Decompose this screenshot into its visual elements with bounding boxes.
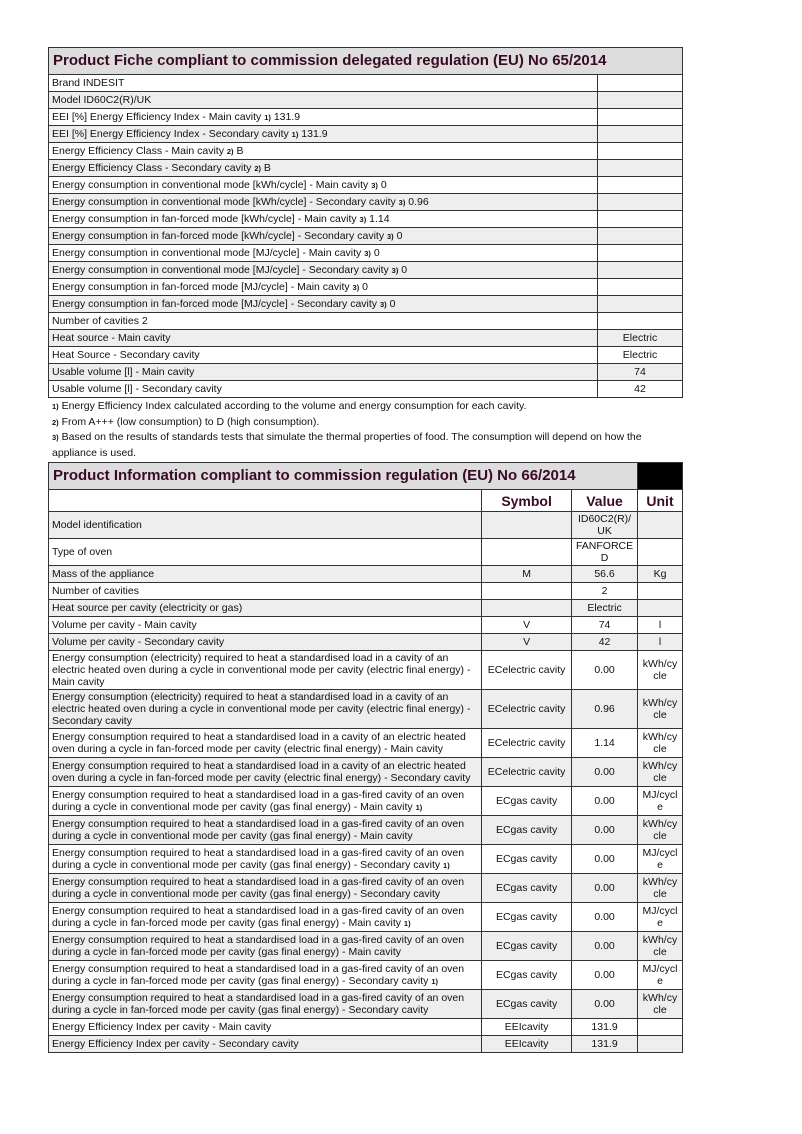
table-row	[49, 75, 683, 92]
header-symbol: Symbol	[482, 490, 572, 512]
row-value: 56.6	[572, 566, 638, 583]
footnote-text: Energy Efficiency Index calculated according to the volume and energy consumption for each cavity.	[58, 400, 527, 412]
table-row	[49, 787, 683, 816]
description-text: Energy consumption in conventional mode [MJ/cycle] - Main cavity	[52, 246, 365, 259]
row-symbol: ECgas cavity	[482, 961, 572, 990]
header-value: Value	[572, 490, 638, 512]
row-value: 0.00	[572, 961, 638, 990]
description-text: Energy consumption required to heat a standardised load in a gas-fired cavity of an oven during a cycle in conventional mode per cavity (gas final energy) - Main cavity	[52, 818, 465, 842]
row-symbol: ECgas cavity	[482, 874, 572, 903]
row-symbol	[482, 600, 572, 617]
footnote-marker: 1)	[403, 918, 411, 928]
table-row	[49, 177, 683, 194]
description-value: 131.9	[270, 110, 301, 123]
row-value	[598, 75, 683, 92]
table-row	[49, 194, 683, 211]
row-description	[49, 347, 598, 364]
row-value: 0.00	[572, 990, 638, 1019]
row-symbol: EEIcavity	[482, 1036, 572, 1053]
table-row	[49, 634, 683, 651]
description-text: Energy consumption in conventional mode [kWh/cycle] - Secondary cavity	[52, 195, 399, 208]
table-row	[49, 903, 683, 932]
row-unit: kWh/cycle	[638, 690, 683, 729]
table-row	[49, 364, 683, 381]
description-text: Number of cavities	[52, 585, 139, 597]
description-text: Energy consumption required to heat a standardised load in a gas-fired cavity of an oven during a cycle in conventional mode per cavity (gas final energy) - Secondary cavity	[52, 876, 465, 900]
table-row	[49, 845, 683, 874]
description-text: EEI [%] Energy Efficiency Index - Main cavity	[52, 110, 265, 123]
row-value	[598, 109, 683, 126]
footnote-marker: 2)	[226, 146, 234, 156]
table-row	[49, 228, 683, 245]
description-value: 0	[377, 178, 387, 191]
row-value: 74	[572, 617, 638, 634]
row-symbol: ECgas cavity	[482, 845, 572, 874]
row-description	[49, 566, 482, 583]
row-value	[598, 211, 683, 228]
table-row	[49, 262, 683, 279]
row-unit	[638, 1036, 683, 1053]
footnote-marker: 1)	[443, 860, 450, 870]
table-row	[49, 330, 683, 347]
row-description	[49, 787, 482, 816]
description-value: 0	[398, 263, 408, 276]
row-value: 2	[572, 583, 638, 600]
description-text: Energy consumption required to heat a standardised load in a gas-fired cavity of an oven during a cycle in fan-forced mode per cavity (gas final energy) - Main cavity	[52, 934, 465, 958]
footnotes	[52, 399, 682, 461]
row-value	[598, 160, 683, 177]
footnote-marker: 1)	[431, 976, 439, 986]
table-row	[49, 313, 683, 330]
row-unit: kWh/cycle	[638, 874, 683, 903]
description-text: Usable volume [l] - Secondary cavity	[52, 383, 222, 395]
row-unit: MJ/cycle	[638, 787, 683, 816]
row-unit: kWh/cycle	[638, 816, 683, 845]
description-text: Energy consumption required to heat a standardised load in a cavity of an electric heated oven during a cycle in fan-forced mode per cavity (electric final energy) - Main cavity	[52, 731, 466, 755]
row-description	[49, 583, 482, 600]
table-row	[49, 758, 683, 787]
description-text: Energy consumption in fan-forced mode [kWh/cycle] - Main cavity	[52, 212, 360, 225]
table-row	[49, 211, 683, 228]
info-title: Product Information compliant to commission regulation (EU) No 66/2014	[49, 463, 638, 490]
row-value: Electric	[572, 600, 638, 617]
row-description	[49, 75, 598, 92]
row-symbol: ECgas cavity	[482, 816, 572, 845]
row-value: 0.00	[572, 845, 638, 874]
description-text: Energy consumption in fan-forced mode [MJ/cycle] - Secondary cavity	[52, 297, 380, 310]
description-text: Energy consumption required to heat a standardised load in a gas-fired cavity of an oven during a cycle in fan-forced mode per cavity (gas final energy) - Main cavity	[52, 904, 465, 929]
table-row	[49, 245, 683, 262]
row-description	[49, 126, 598, 143]
row-value: 0.00	[572, 932, 638, 961]
description-value: 0	[386, 297, 396, 310]
row-symbol: V	[482, 617, 572, 634]
row-unit: kWh/cycle	[638, 932, 683, 961]
table-row	[49, 617, 683, 634]
description-text: Energy consumption required to heat a standardised load in a gas-fired cavity of an oven during a cycle in fan-forced mode per cavity (gas final energy) - Secondary cavity	[52, 962, 465, 987]
row-value: 0.00	[572, 787, 638, 816]
row-symbol: ECelectric cavity	[482, 690, 572, 729]
description-text: Heat Source - Secondary cavity	[52, 349, 200, 361]
description-text: Energy consumption required to heat a standardised load in a gas-fired cavity of an oven during a cycle in conventional mode per cavity (gas final energy) - Main cavity	[52, 788, 465, 813]
row-description	[49, 690, 482, 729]
row-symbol	[482, 583, 572, 600]
header-black-cell	[638, 463, 683, 490]
row-description	[49, 279, 598, 296]
row-description	[49, 160, 598, 177]
row-symbol: ECgas cavity	[482, 990, 572, 1019]
description-value: 0	[370, 246, 380, 259]
description-text: Volume per cavity - Secondary cavity	[52, 636, 225, 648]
description-value: B	[233, 144, 244, 157]
row-unit: l	[638, 617, 683, 634]
footnote	[52, 430, 682, 461]
table-row	[49, 583, 683, 600]
description-text: Energy Efficiency Class - Secondary cavity	[52, 161, 255, 174]
footnote-marker: 3)	[352, 282, 360, 292]
row-unit: MJ/cycle	[638, 845, 683, 874]
row-value: FANFORCED	[572, 539, 638, 566]
description-text: Energy consumption required to heat a standardised load in a gas-fired cavity of an oven during a cycle in fan-forced mode per cavity (gas final energy) - Secondary cavity	[52, 992, 465, 1016]
row-description	[49, 816, 482, 845]
description-value: 1.14	[366, 212, 390, 225]
description-text: Usable volume [l] - Main cavity	[52, 366, 195, 378]
row-value: 1.14	[572, 729, 638, 758]
row-symbol: EEIcavity	[482, 1019, 572, 1036]
footnote	[52, 399, 682, 415]
row-value	[598, 143, 683, 160]
description-text: Energy consumption in conventional mode [MJ/cycle] - Secondary cavity	[52, 263, 392, 276]
description-value: 0.96	[405, 195, 429, 208]
row-symbol: ECelectric cavity	[482, 729, 572, 758]
description-text: EEI [%] Energy Efficiency Index - Secondary cavity	[52, 127, 292, 140]
description-text: Energy Efficiency Class - Main cavity	[52, 144, 227, 157]
row-symbol: V	[482, 634, 572, 651]
row-description	[49, 194, 598, 211]
table-row	[49, 126, 683, 143]
row-description	[49, 109, 598, 126]
description-value: 0	[393, 229, 403, 242]
row-description	[49, 262, 598, 279]
table-row	[49, 690, 683, 729]
footnote-mark: 2)	[52, 417, 59, 427]
row-description	[49, 961, 482, 990]
description-text: Energy consumption required to heat a standardised load in a gas-fired cavity of an oven during a cycle in conventional mode per cavity (gas final energy) - Secondary cavity	[52, 846, 465, 871]
row-description	[49, 364, 598, 381]
table-row	[49, 816, 683, 845]
footnote-mark: 1)	[52, 402, 59, 411]
row-value: 0.00	[572, 874, 638, 903]
row-description	[49, 651, 482, 690]
row-value	[598, 228, 683, 245]
description-text: Heat source - Main cavity	[52, 332, 171, 344]
row-description	[49, 92, 598, 109]
row-description	[49, 228, 598, 245]
description-text: Number of cavities 2	[52, 315, 148, 327]
header-empty	[49, 490, 482, 512]
table-row	[49, 600, 683, 617]
row-unit	[638, 512, 683, 539]
footnote-marker: 1)	[264, 112, 271, 122]
description-text: Mass of the appliance	[52, 568, 155, 580]
row-description	[49, 512, 482, 539]
table-row	[49, 651, 683, 690]
row-description	[49, 245, 598, 262]
description-text: Volume per cavity - Main cavity	[52, 619, 197, 631]
description-text: Energy consumption (electricity) required to heat a standardised load in a cavity of an electric heated oven during a cycle in conventional mode per cavity (electric final energy) - Main cavity	[52, 652, 471, 688]
description-value: 0	[359, 280, 368, 293]
row-description	[49, 539, 482, 566]
row-value: 0.00	[572, 651, 638, 690]
description-text: Brand INDESIT	[52, 77, 125, 89]
footnote	[52, 415, 682, 431]
table-row	[49, 296, 683, 313]
row-value	[598, 194, 683, 211]
footnote-mark: 3)	[52, 433, 59, 442]
table-row	[49, 566, 683, 583]
table-row	[49, 347, 683, 364]
row-unit: l	[638, 634, 683, 651]
footnote-marker: 1)	[415, 802, 423, 812]
row-value: 0.00	[572, 903, 638, 932]
table-row	[49, 109, 683, 126]
row-value: Electric	[598, 330, 683, 347]
row-symbol	[482, 539, 572, 566]
row-description	[49, 932, 482, 961]
footnote-marker: 2)	[254, 163, 261, 173]
table-row	[49, 381, 683, 398]
table-row	[49, 143, 683, 160]
row-description	[49, 903, 482, 932]
description-text: Model ID60C2(R)/UK	[52, 94, 152, 106]
row-value: 74	[598, 364, 683, 381]
row-unit: MJ/cycle	[638, 903, 683, 932]
row-unit: kWh/cycle	[638, 651, 683, 690]
row-unit: Kg	[638, 566, 683, 583]
row-description	[49, 758, 482, 787]
row-symbol: M	[482, 566, 572, 583]
footnote-marker: 3)	[371, 180, 378, 190]
row-description	[49, 1019, 482, 1036]
row-unit: kWh/cycle	[638, 729, 683, 758]
product-fiche-table	[48, 47, 683, 398]
description-text: Model identification	[52, 519, 142, 531]
footnote-marker: 3)	[359, 214, 367, 224]
table-row	[49, 961, 683, 990]
description-text: Energy consumption in conventional mode [kWh/cycle] - Main cavity	[52, 178, 372, 191]
row-description	[49, 143, 598, 160]
row-unit	[638, 583, 683, 600]
header-unit: Unit	[638, 490, 683, 512]
table-row	[49, 160, 683, 177]
description-text: Energy consumption (electricity) required to heat a standardised load in a cavity of an electric heated oven during a cycle in conventional mode per cavity (electric final energy) - Secondary cavity	[52, 691, 471, 727]
row-description	[49, 874, 482, 903]
footnote-marker: 1)	[291, 129, 299, 139]
row-description	[49, 1036, 482, 1053]
row-description	[49, 990, 482, 1019]
footnote-marker: 3)	[364, 248, 371, 258]
footnote-marker: 3)	[379, 299, 387, 309]
description-text: Energy consumption in fan-forced mode [kWh/cycle] - Secondary cavity	[52, 229, 387, 242]
row-description	[49, 634, 482, 651]
row-description	[49, 211, 598, 228]
row-value: ID60C2(R)/UK	[572, 512, 638, 539]
row-description	[49, 600, 482, 617]
row-description	[49, 330, 598, 347]
row-description	[49, 729, 482, 758]
row-value: 131.9	[572, 1019, 638, 1036]
row-value	[598, 313, 683, 330]
row-value	[598, 245, 683, 262]
row-value: 42	[572, 634, 638, 651]
row-symbol: ECgas cavity	[482, 787, 572, 816]
footnote-marker: 3)	[391, 265, 399, 275]
row-description	[49, 296, 598, 313]
description-value: B	[260, 161, 271, 174]
row-symbol: ECelectric cavity	[482, 651, 572, 690]
row-symbol: ECgas cavity	[482, 932, 572, 961]
row-unit: MJ/cycle	[638, 961, 683, 990]
row-description	[49, 177, 598, 194]
table-row	[49, 932, 683, 961]
table-row	[49, 874, 683, 903]
row-value	[598, 296, 683, 313]
row-value: 0.96	[572, 690, 638, 729]
row-unit: kWh/cycle	[638, 990, 683, 1019]
row-unit	[638, 1019, 683, 1036]
row-value	[598, 262, 683, 279]
row-value	[598, 126, 683, 143]
footnote-text: From A+++ (low consumption) to D (high consumption).	[58, 415, 320, 428]
row-value	[598, 92, 683, 109]
table-row	[49, 1036, 683, 1053]
row-description	[49, 845, 482, 874]
row-value	[598, 177, 683, 194]
description-value: 131.9	[298, 127, 328, 140]
row-symbol: ECelectric cavity	[482, 758, 572, 787]
table-row	[49, 539, 683, 566]
row-symbol: ECgas cavity	[482, 903, 572, 932]
description-text: Energy consumption required to heat a standardised load in a cavity of an electric heated oven during a cycle in fan-forced mode per cavity (electric final energy) - Secondary cavity	[52, 760, 471, 784]
description-text: Heat source per cavity (electricity or gas)	[52, 602, 243, 614]
row-value: 0.00	[572, 816, 638, 845]
row-value: 0.00	[572, 758, 638, 787]
table-row	[49, 729, 683, 758]
footnote-text: Based on the results of standards tests that simulate the thermal properties of food. The consumption will depend on how the appliance is used.	[52, 431, 642, 459]
row-value	[598, 279, 683, 296]
row-value: 42	[598, 381, 683, 398]
description-text: Energy consumption in fan-forced mode [MJ/cycle] - Main cavity	[52, 280, 353, 293]
row-description	[49, 381, 598, 398]
footnote-marker: 3)	[386, 231, 394, 241]
description-text: Type of oven	[52, 546, 113, 558]
description-text: Energy Efficiency Index per cavity - Main cavity	[52, 1021, 272, 1033]
table-row	[49, 990, 683, 1019]
row-value: 131.9	[572, 1036, 638, 1053]
row-unit	[638, 539, 683, 566]
table-row	[49, 279, 683, 296]
product-information-table	[48, 462, 683, 1053]
table-row	[49, 92, 683, 109]
footnote-marker: 3)	[398, 197, 406, 207]
row-symbol	[482, 512, 572, 539]
table-row	[49, 512, 683, 539]
row-description	[49, 617, 482, 634]
description-text: Energy Efficiency Index per cavity - Secondary cavity	[52, 1038, 299, 1050]
fiche-title: Product Fiche compliant to commission delegated regulation (EU) No 65/2014	[49, 48, 683, 75]
row-unit: kWh/cycle	[638, 758, 683, 787]
row-unit	[638, 600, 683, 617]
row-description	[49, 313, 598, 330]
row-value: Electric	[598, 347, 683, 364]
table-row	[49, 1019, 683, 1036]
